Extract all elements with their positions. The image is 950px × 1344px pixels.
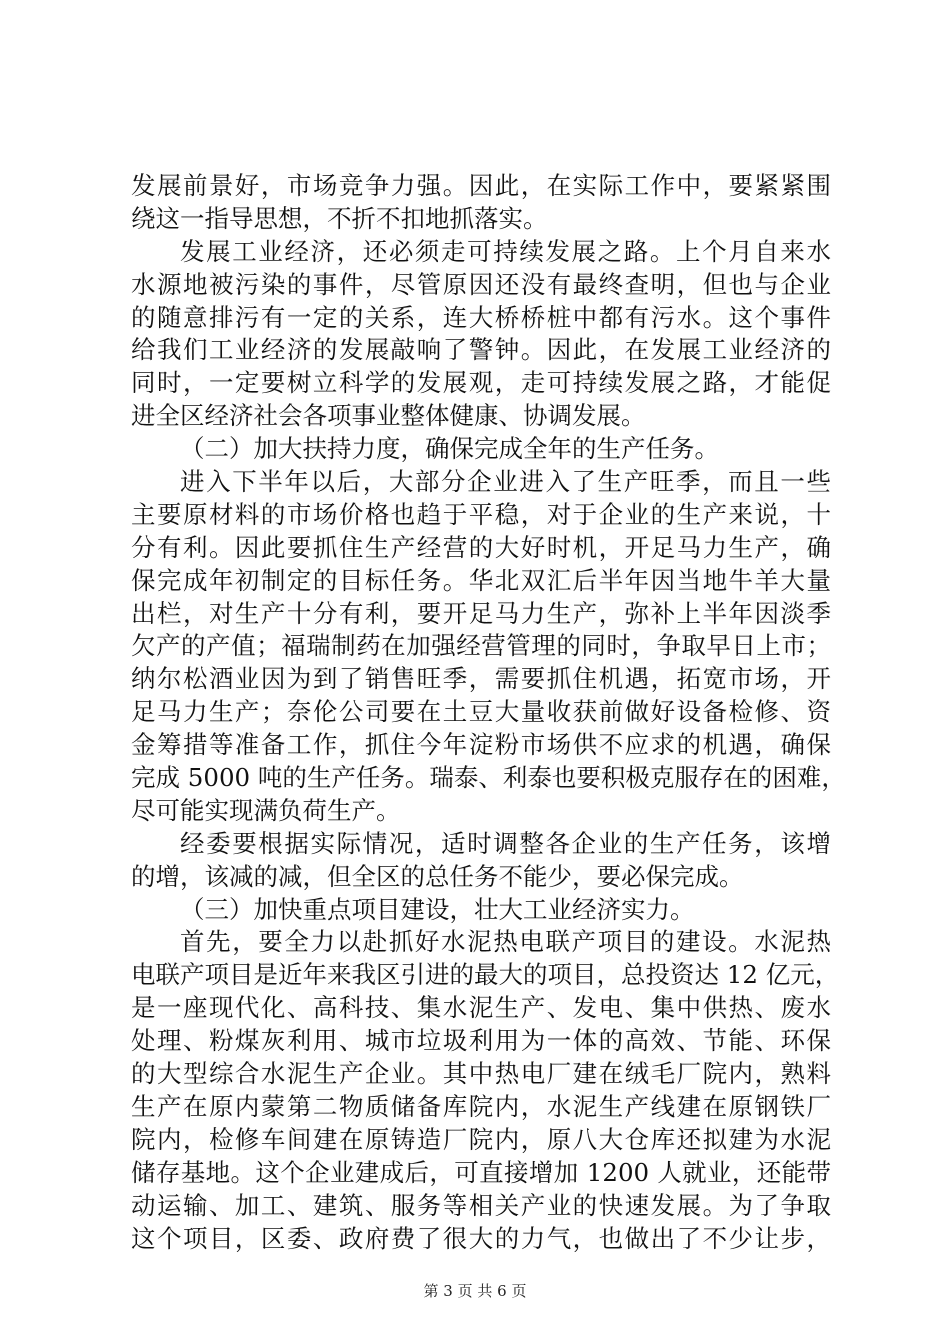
text-line: 动运输、加工、建筑、服务等相关产业的快速发展。为了争取 <box>131 1190 831 1220</box>
text-line: 进入下半年以后，大部分企业进入了生产旺季，而且一些 <box>180 467 831 497</box>
text-line: 的大型综合水泥生产企业。其中热电厂建在绒毛厂院内，熟料 <box>131 1059 831 1089</box>
text-line: 储存基地。这个企业建成后，可直接增加 1200 人就业，还能带 <box>131 1157 831 1187</box>
text-line: 的随意排污有一定的关系，连大桥桥桩中都有污水。这个事件 <box>131 302 831 332</box>
text-line: 电联产项目是近年来我区引进的最大的项目，总投资达 12 亿元， <box>131 960 840 990</box>
text-line: 同时，一定要树立科学的发展观，走可持续发展之路，才能促 <box>131 368 831 398</box>
text-line: 处理、粉煤灰利用、城市垃圾利用为一体的高效、节能、环保 <box>131 1026 831 1056</box>
text-line: 院内，检修车间建在原铸造厂院内，原八大仓库还拟建为水泥 <box>131 1124 831 1154</box>
text-line: 保完成年初制定的目标任务。华北双汇后半年因当地牛羊大量 <box>131 565 831 595</box>
text-line: 欠产的产值；福瑞制药在加强经营管理的同时，争取早日上市； <box>131 631 831 661</box>
text-line: 是一座现代化、高科技、集水泥生产、发电、集中供热、废水 <box>131 993 831 1023</box>
text-line: 经委要根据实际情况，适时调整各企业的生产任务，该增 <box>180 828 831 858</box>
text-line: 首先，要全力以赴抓好水泥热电联产项目的建设。水泥热 <box>180 927 831 957</box>
text-line: 出栏，对生产十分有利，要开足马力生产，弥补上半年因淡季 <box>131 598 831 628</box>
text-line: 水源地被污染的事件，尽管原因还没有最终查明，但也与企业 <box>131 269 831 299</box>
document-body <box>131 170 846 1255</box>
page-footer: 第 3 页 共 6 页 <box>423 1282 527 1300</box>
text-line: 金筹措等准备工作，抓住今年淀粉市场供不应求的机遇，确保 <box>131 730 831 760</box>
text-line: 尽可能实现满负荷生产。 <box>131 795 401 825</box>
text-line: 纳尔松酒业因为到了销售旺季，需要抓住机遇，拓宽市场，开 <box>131 664 831 694</box>
text-line: （三）加快重点项目建设，壮大工业经济实力。 <box>180 894 695 924</box>
text-line: 生产在原内蒙第二物质储备库院内，水泥生产线建在原钢铁厂 <box>131 1091 831 1121</box>
text-line: 足马力生产；奈伦公司要在土豆大量收获前做好设备检修、资 <box>131 697 831 727</box>
text-line: 分有利。因此要抓住生产经营的大好时机，开足马力生产，确 <box>131 532 831 562</box>
text-line: 发展工业经济，还必须走可持续发展之路。上个月自来水 <box>180 236 831 266</box>
text-line: 绕这一指导思想，不折不扣地抓落实。 <box>131 203 548 233</box>
text-line: 进全区经济社会各项事业整体健康、协调发展。 <box>131 401 646 431</box>
text-line: 的增，该减的减，但全区的总任务不能少，要必保完成。 <box>131 861 744 891</box>
text-line: 完成 5000 吨的生产任务。瑞泰、利泰也要积极克服存在的困难， <box>131 763 846 793</box>
text-line: 给我们工业经济的发展敲响了警钟。因此，在发展工业经济的 <box>131 335 831 365</box>
text-line: 这个项目，区委、政府费了很大的力气，也做出了不少让步， <box>131 1223 831 1253</box>
text-line: 主要原材料的市场价格也趋于平稳，对于企业的生产来说，十 <box>131 499 831 529</box>
text-line: 发展前景好，市场竞争力强。因此，在实际工作中，要紧紧围 <box>131 171 831 200</box>
text-line: （二）加大扶持力度，确保完成全年的生产任务。 <box>180 434 719 464</box>
